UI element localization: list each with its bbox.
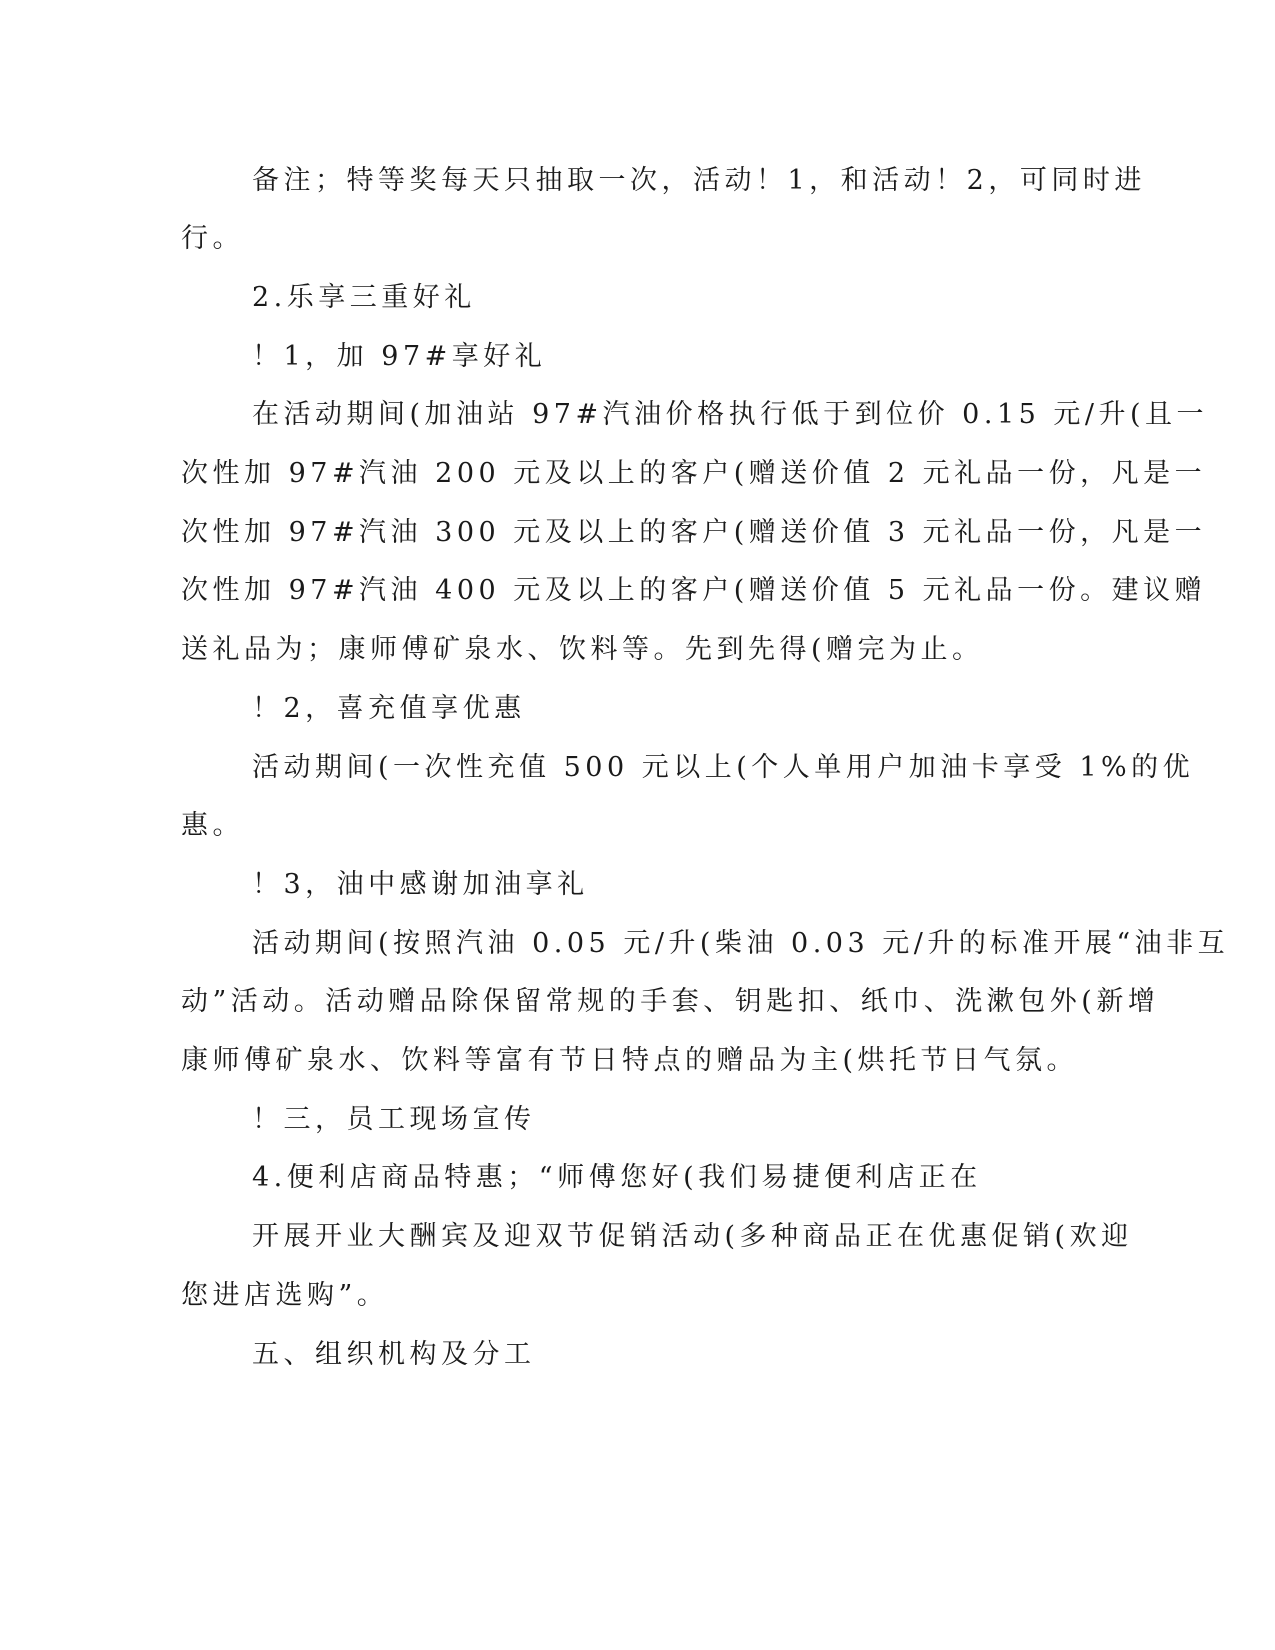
text-line-store-deal-1: 4.便利店商品特惠；“师傅您好(我们易捷便利店正在 [252,1162,982,1193]
text-line-thanks-2: 动”活动。活动赠品除保留常规的手套、钥匙扣、纸巾、洗漱包外(新增 [181,986,1160,1017]
text-line-recharge-1: 活动期间(一次性充值 500 元以上(个人单用户加油卡享受 1%的优 [252,752,1195,783]
text-line-thanks-3: 康师傅矿泉水、饮料等富有节日特点的赠品为主(烘托节日气氛。 [181,1045,1079,1076]
text-line-97-gift-2: 次性加 97#汽油 200 元及以上的客户(赠送价值 2 元礼品一份，凡是一 [181,458,1207,489]
text-line-store-deal-3: 您进店选购”。 [181,1280,389,1311]
text-line-store-deal-2: 开展开业大酬宾及迎双节促销活动(多种商品正在优惠促销(欢迎 [252,1221,1133,1252]
text-line-97-gift-3: 次性加 97#汽油 300 元及以上的客户(赠送价值 3 元礼品一份，凡是一 [181,517,1207,548]
subheading-thanks-gift: ！3，油中感谢加油享礼 [252,869,589,900]
text-line-97-gift-5: 送礼品为；康师傅矿泉水、饮料等。先到先得(赠完为止。 [181,634,984,665]
text-line-thanks-1: 活动期间(按照汽油 0.05 元/升(柴油 0.03 元/升的标准开展“油非互 [252,928,1230,959]
section-heading-triple-gift: 2.乐享三重好礼 [252,282,476,313]
section-heading-organization: 五、组织机构及分工 [252,1339,536,1370]
text-line-97-gift-1: 在活动期间(加油站 97#汽油价格执行低于到位价 0.15 元/升(且一 [252,399,1209,430]
text-line-97-gift-4: 次性加 97#汽油 400 元及以上的客户(赠送价值 5 元礼品一份。建议赠 [181,575,1207,606]
subheading-97-gift: ！1，加 97#享好礼 [252,341,547,372]
subheading-staff-promo: ！三，员工现场宣传 [252,1104,536,1135]
text-line-remark-cont: 行。 [181,223,244,254]
subheading-recharge: ！2，喜充值享优惠 [252,693,526,724]
text-line-remark: 备注；特等奖每天只抽取一次，活动！1，和活动！2，可同时进 [252,165,1146,196]
text-line-recharge-2: 惠。 [181,810,244,841]
